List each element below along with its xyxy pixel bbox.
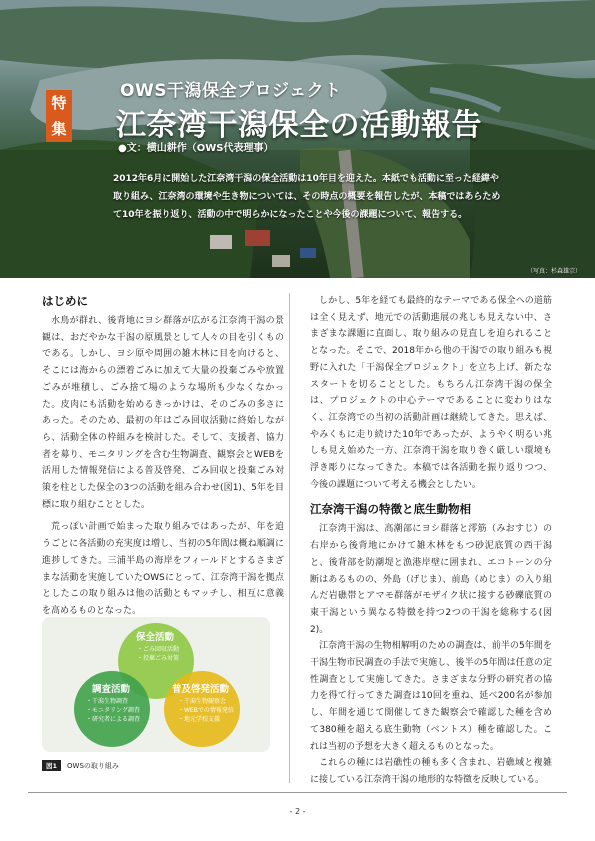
- badge-char-1: 特: [51, 94, 67, 112]
- figure-caption: [42, 760, 119, 771]
- circle-title-outreach: 普及啓発活動: [172, 684, 230, 695]
- lead-line: 2012年6月に開始した江奈湾干潟の保全活動は10年目を迎えた。本紙でも活動に至った経緯や: [113, 174, 499, 184]
- photo-credit: （写真：杉森雄宗）: [526, 268, 581, 275]
- figure-caption-text: OWSの取り組み: [67, 761, 119, 770]
- page-title: 江奈湾干潟保全の活動報告: [116, 108, 482, 143]
- body-paragraph: 江奈湾干潟は、高潮部にヨシ群落と澪筋（みおすじ）の右岸から後背地にかけて雑木林をもつ砂泥底質の西干潟と、後背部を防潮堤と漁港岸壁に囲まれ、エコトーンの分断はあるものの、外島（げじま）、前島（めじま）の入り組んだ岩礁帯とアマモ群落がモザイク状に接する砂礫底質の東干潟という異なる特徴を持つ2つの干潟を総称する(図2)。: [310, 524, 552, 635]
- page-number: - 2 -: [289, 807, 306, 816]
- body-paragraph: これらの種には岩礁性の種も多く含まれ、岩礁域と複雑に接している江奈湾干潟の地形的な特徴を反映している。: [310, 758, 552, 785]
- circle-item: ・地元学校支援: [178, 716, 221, 723]
- figure-1-diagram: [42, 617, 270, 752]
- section-heading-features: 江奈湾干潟の特徴と底生動物相: [310, 502, 471, 517]
- circle-item: ・干潟生物観察会: [178, 698, 227, 705]
- feature-badge: [46, 90, 72, 142]
- circle-item: ・モニタリング調査: [86, 707, 140, 714]
- badge-char-2: 集: [51, 120, 67, 138]
- circle-list-outreach: [178, 697, 234, 724]
- circle-item: ・投棄ごみ対策: [137, 655, 180, 662]
- circle-title-conservation: 保全活動: [136, 632, 175, 643]
- circle-item: ・研究者による調査: [86, 716, 141, 723]
- section-heading-intro: はじめに: [42, 294, 88, 308]
- body-paragraph: 水鳥が群れ、後背地にヨシ群落が広がる江奈湾干潟の景観は、おだやかな干潟の原風景として人々の目を引くものである。しかし、ヨシ原や周囲の雑木林に目を向けると、そこには海からの漂着ごみに加えて大量の投棄ごみや放置ごみが堆積し、ごみ捨て場のような場所も少なくなかった。皮肉にも活動を始めるきっかけは、そのごみの多さにあった。そのため、最初の年はごみ回収活動に終始しながら、活動全体の枠組みを検討した。そして、支援者、協力者を募り、モニタリングを含む生物調査、観察会とWEBを活用した情報発信による普及啓発、ごみ回収と投棄ごみ対策を柱とした保全の3つの活動を組み合わせ(図1)、5年を目標に取り組むこととした。: [42, 316, 284, 510]
- lead-text: [113, 170, 553, 224]
- circle-list-survey: [86, 697, 140, 724]
- footer-rule: [28, 792, 567, 793]
- lead-line: 取り組み、江奈湾の環境や生き物については、その時点の概要を報告したが、本稿ではあらため: [113, 192, 501, 202]
- author-credit: ●文：横山耕作（OWS代表理事）: [118, 143, 274, 154]
- figure-tag: 図1: [42, 760, 61, 771]
- body-paragraph: 荒っぽい計画で始まった取り組みではあったが、年を追うごとに各活動の充実度は増し、当初の5年間は概ね順調に進捗してきた。三浦半島の海岸をフィールドとするさまざまな活動を実施していたOWSにとって、江奈湾干潟を拠点としたこの取り組みは他の活動ともマッチし、相互に意義を高めるものとなった。: [42, 522, 284, 616]
- circle-list-conservation: [137, 645, 179, 663]
- circle-item: ・ごみ回収活動: [137, 646, 180, 653]
- hero-photo: [0, 0, 595, 278]
- body-paragraph: しかし、5年を経ても最終的なテーマである保全への道筋は全く見えず、地元での活動進展の兆しも見えない中、さまざまな課題に直面し、取り組みの見直しを迫られることとなった。そこで、2018年から他の干潟での取り組みも視野に入れた「干潟保全プロジェクト」を立ち上げ、新たなスタートを切ることとした。もちろん江奈湾干潟の保全は、プロジェクトの中心テーマであることに変わりはなく、江奈湾での当初の活動計画は継続してきた。思えば、やみくもに走り続けた10年であったが、ようやく明るい兆しも見え始めた一方、江奈湾干潟を取り巻く厳しい環境も浮き彫りになってきた。本稿では各活動を振り返りつつ、今後の課題について考える機会としたい。: [310, 296, 552, 490]
- circle-title-survey: 調査活動: [92, 684, 131, 695]
- right-column: [310, 293, 552, 789]
- lead-line: て10年を振り返り、活動の中で明らかになったことや今後の課題について、報告する。: [113, 210, 468, 220]
- series-title: OWS干潟保全プロジェクト: [120, 81, 342, 101]
- body-paragraph: 江奈湾干潟の生物相解明のための調査は、前半の5年間を干潟生物市民調査の手法で実施し、後半の5年間は任意の定性調査として実施してきた。さまざまな分野の研究者の協力を得て行ってきた調査は10回を重ね、延べ200名が参加し、年間を通じて開催してきた観察会で確認した種を含めて380種を超える底生動物（ベントス）種を確認した。これは当初の予想を大きく超えるものとなった。: [310, 641, 552, 752]
- circle-item: ・WEBでの情報発信: [178, 707, 234, 714]
- circle-item: ・干潟生物調査: [86, 698, 129, 705]
- column-divider: [289, 293, 290, 783]
- left-column: [42, 293, 284, 620]
